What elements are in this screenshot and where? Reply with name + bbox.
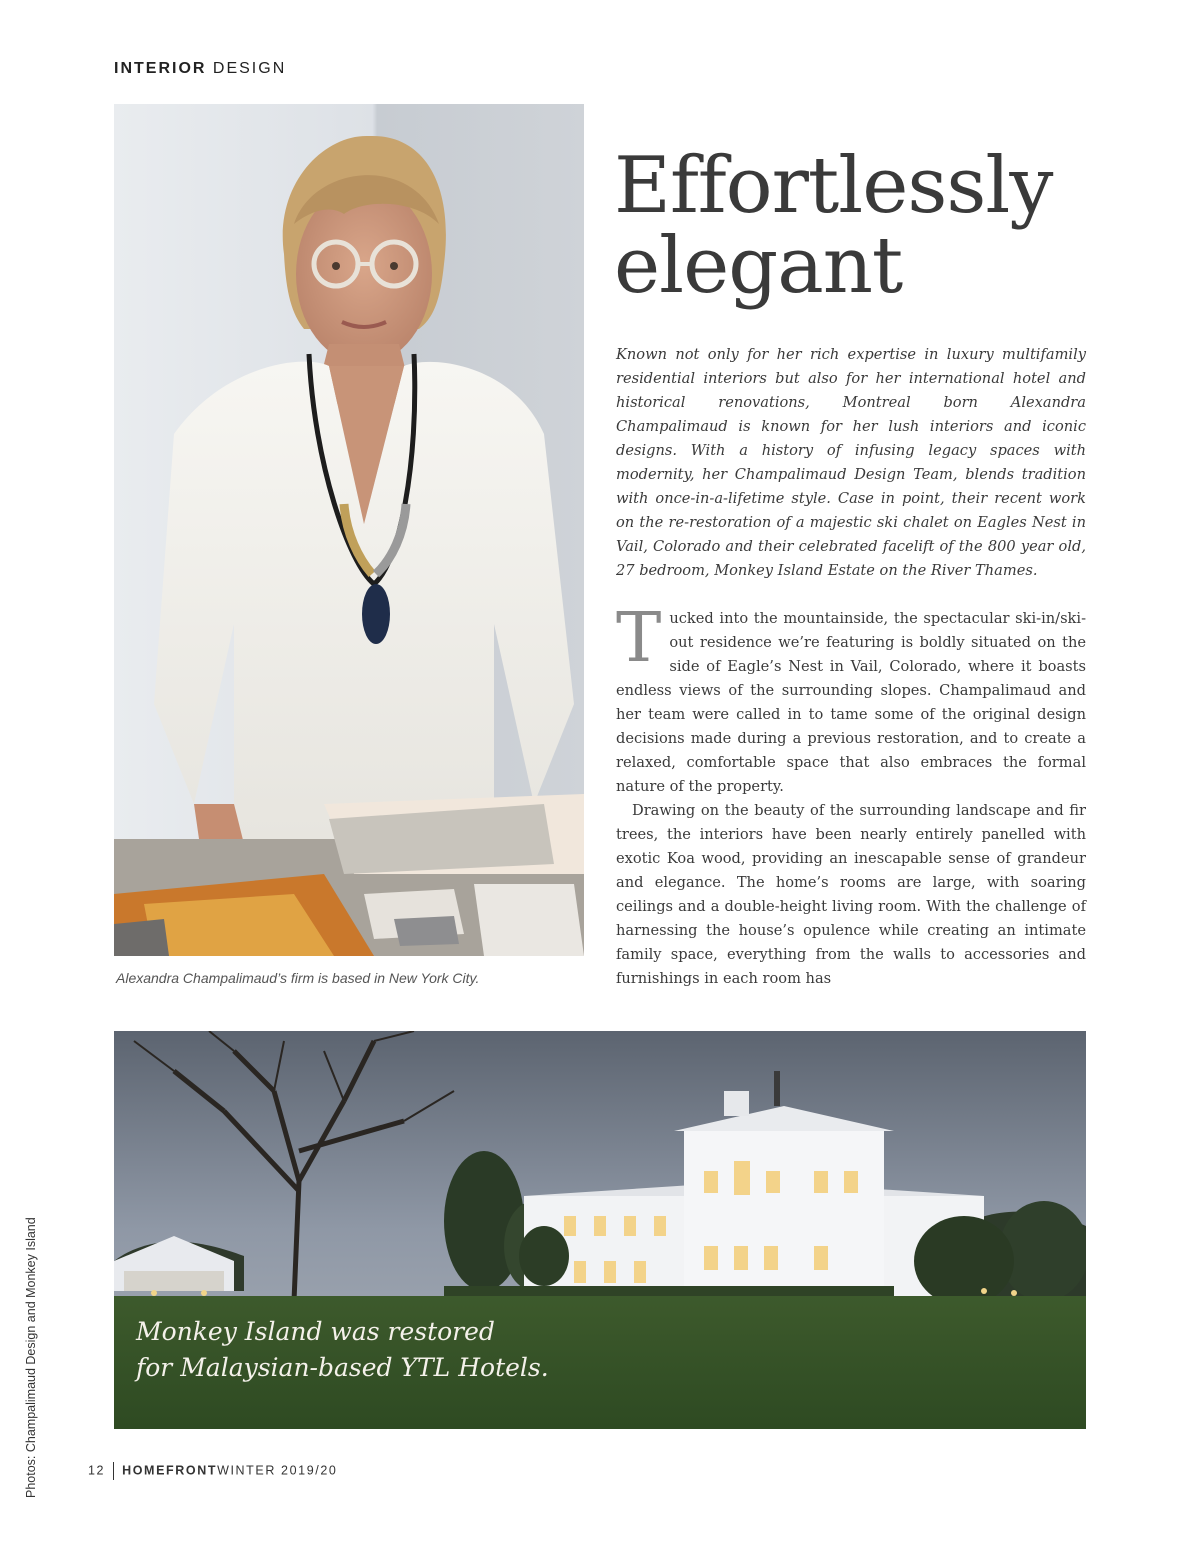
headline-line-2: elegant (614, 221, 903, 311)
body-paragraph-1 (616, 599, 1086, 799)
section-label-rest: DESIGN (206, 60, 287, 77)
page-number: 12 (88, 1463, 106, 1478)
section-label-strong: INTERIOR (114, 60, 207, 77)
body-paragraph-1-text: ucked into the mountainside, the spectacular ski-in/ski-out residence we’re featuring is boldly situated on the side of Eagle’s Nest in Vail, Colorado, where it boasts endless views of the surrounding slopes. Champalimaud and her team were called in to tame some of the original design decisions made during a previous restoration, and to create a relaxed, comfortable space that also embraces the formal nature of the property. (616, 610, 1086, 795)
estate-caption (136, 1314, 696, 1386)
section-label (114, 60, 286, 78)
photo-credit (24, 1198, 40, 1498)
headline (614, 141, 1094, 311)
estate-caption-line-2: for Malaysian-based YTL Hotels. (136, 1353, 549, 1382)
body-paragraph-2: Drawing on the beauty of the surrounding landscape and fir trees, the interiors have been nearly entirely panelled with exotic Koa wood, providing an inescapable sense of grandeur and elegance. The home’s rooms are large, with soaring ceilings and a double-height living room. With the challenge of harnessing the house’s opulence while creating an intimate family space, everything from the walls to accessories and furnishings in each room has (616, 802, 1086, 987)
drop-cap: T (616, 599, 662, 678)
photo-credit-text: Photos: Champalimaud Design and Monkey Island (24, 1217, 38, 1498)
article-body (616, 599, 1086, 991)
intro-paragraph: Known not only for her rich expertise in luxury multifamily residential interiors but also for her international hotel and historical renovations, Montreal born Alexandra Champalimaud is known for her lush interiors and iconic designs. With a history of infusing legacy spaces with modernity, her Champalimaud Design Team, blends tradition with once-in-a-lifetime style. Case in point, their recent work on the re-restoration of a majestic ski chalet on Eagles Nest in Vail, Colorado and their celebrated facelift of the 800 year old, 27 bedroom, Monkey Island Estate on the River Thames. (616, 346, 1086, 579)
magazine-brand: HOMEFRONT (122, 1463, 218, 1478)
estate-caption-line-1: Monkey Island was restored (136, 1317, 495, 1346)
page-footer (88, 1462, 337, 1480)
portrait-caption: Alexandra Champalimaud’s firm is based in New York City. (116, 970, 480, 986)
headline-line-1: Effortlessly (614, 141, 1053, 231)
portrait-photo (114, 104, 584, 956)
footer-divider (113, 1462, 114, 1480)
issue-label: WINTER 2019/20 (217, 1463, 338, 1478)
